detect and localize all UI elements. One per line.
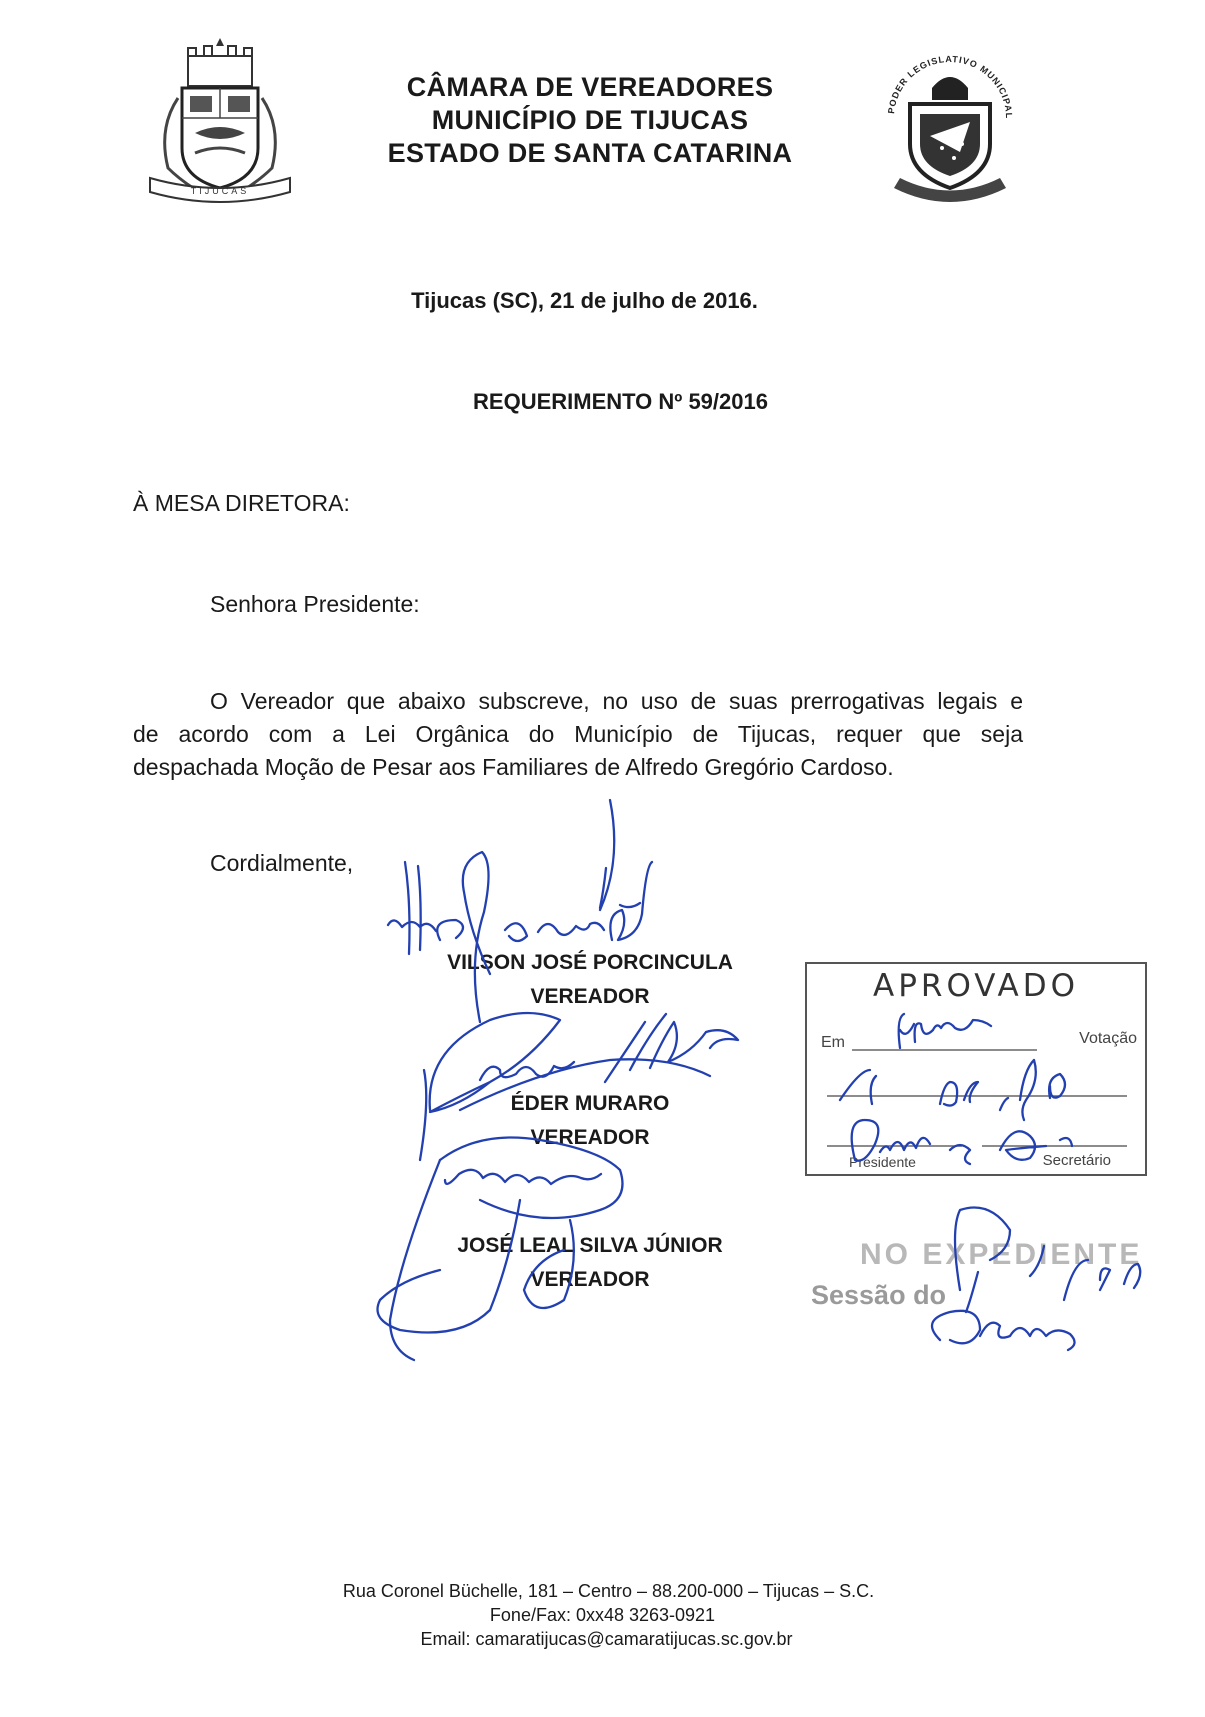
document-title: REQUERIMENTO Nº 59/2016 bbox=[473, 389, 768, 414]
footer-email: Email: camaratijucas@camaratijucas.sc.gov.br bbox=[420, 1629, 793, 1649]
signer-block bbox=[390, 1229, 790, 1297]
closing: Cordialmente, bbox=[210, 850, 354, 876]
signer-role: VEREADOR bbox=[530, 1126, 650, 1149]
signer-block bbox=[390, 1087, 790, 1155]
stamp-secretario-label: Secretário bbox=[1042, 1152, 1111, 1169]
legislative-seal-right bbox=[880, 48, 1020, 208]
stamp-em-label: Em bbox=[821, 1034, 845, 1051]
signer-name: VILSON JOSÉ PORCINCULA bbox=[447, 951, 733, 974]
approved-stamp bbox=[805, 962, 1147, 1176]
signer-role: VEREADOR bbox=[530, 1268, 650, 1291]
signer-name: ÉDER MURARO bbox=[510, 1092, 670, 1115]
approved-stamp-title: APROVADO bbox=[873, 968, 1079, 1004]
signer-block bbox=[390, 946, 790, 1014]
stamp-rule-lines bbox=[807, 964, 1145, 1174]
header-municipality: MUNICÍPIO DE TIJUCAS bbox=[431, 105, 749, 135]
document-date: Tijucas (SC), 21 de julho de 2016. bbox=[411, 288, 758, 313]
stamp-votacao-label: Votação bbox=[1079, 1030, 1137, 1047]
crest-ribbon-text: TIJUCAS bbox=[190, 186, 250, 196]
footer-address: Rua Coronel Büchelle, 181 – Centro – 88.200-000 – Tijucas – S.C. bbox=[342, 1581, 875, 1601]
expediente-title: NO EXPEDIENTE bbox=[860, 1238, 1143, 1271]
seal-arc-text: PODER LEGISLATIVO MUNICIPAL bbox=[886, 53, 1015, 120]
header-state: ESTADO DE SANTA CATARINA bbox=[387, 138, 793, 168]
paragraph-line-3: despachada Moção de Pesar aos Familiares de Alfredo Gregório Cardoso. bbox=[133, 754, 894, 780]
footer-phone: Fone/Fax: 0xx48 3263-0921 bbox=[489, 1605, 716, 1625]
recipient: À MESA DIRETORA: bbox=[133, 490, 350, 516]
signer-role: VEREADOR bbox=[530, 985, 650, 1008]
expediente-sessao-label: Sessão do bbox=[811, 1280, 947, 1310]
stamp-presidente-label: Presidente bbox=[849, 1154, 916, 1170]
header-chamber-name: CÂMARA DE VEREADORES bbox=[406, 72, 774, 102]
paragraph-line-1: O Vereador que abaixo subscreve, no uso de suas prerrogativas legais e bbox=[210, 688, 1023, 714]
request-paragraph bbox=[133, 685, 1023, 784]
signer-name: JOSÉ LEAL SILVA JÚNIOR bbox=[457, 1234, 723, 1257]
paragraph-line-2: de acordo com a Lei Orgânica do Município de Tijucas, requer que seja bbox=[133, 721, 1023, 747]
municipal-crest-left bbox=[140, 38, 300, 208]
salutation: Senhora Presidente: bbox=[210, 591, 420, 617]
expediente-stamp bbox=[805, 1238, 1145, 1358]
